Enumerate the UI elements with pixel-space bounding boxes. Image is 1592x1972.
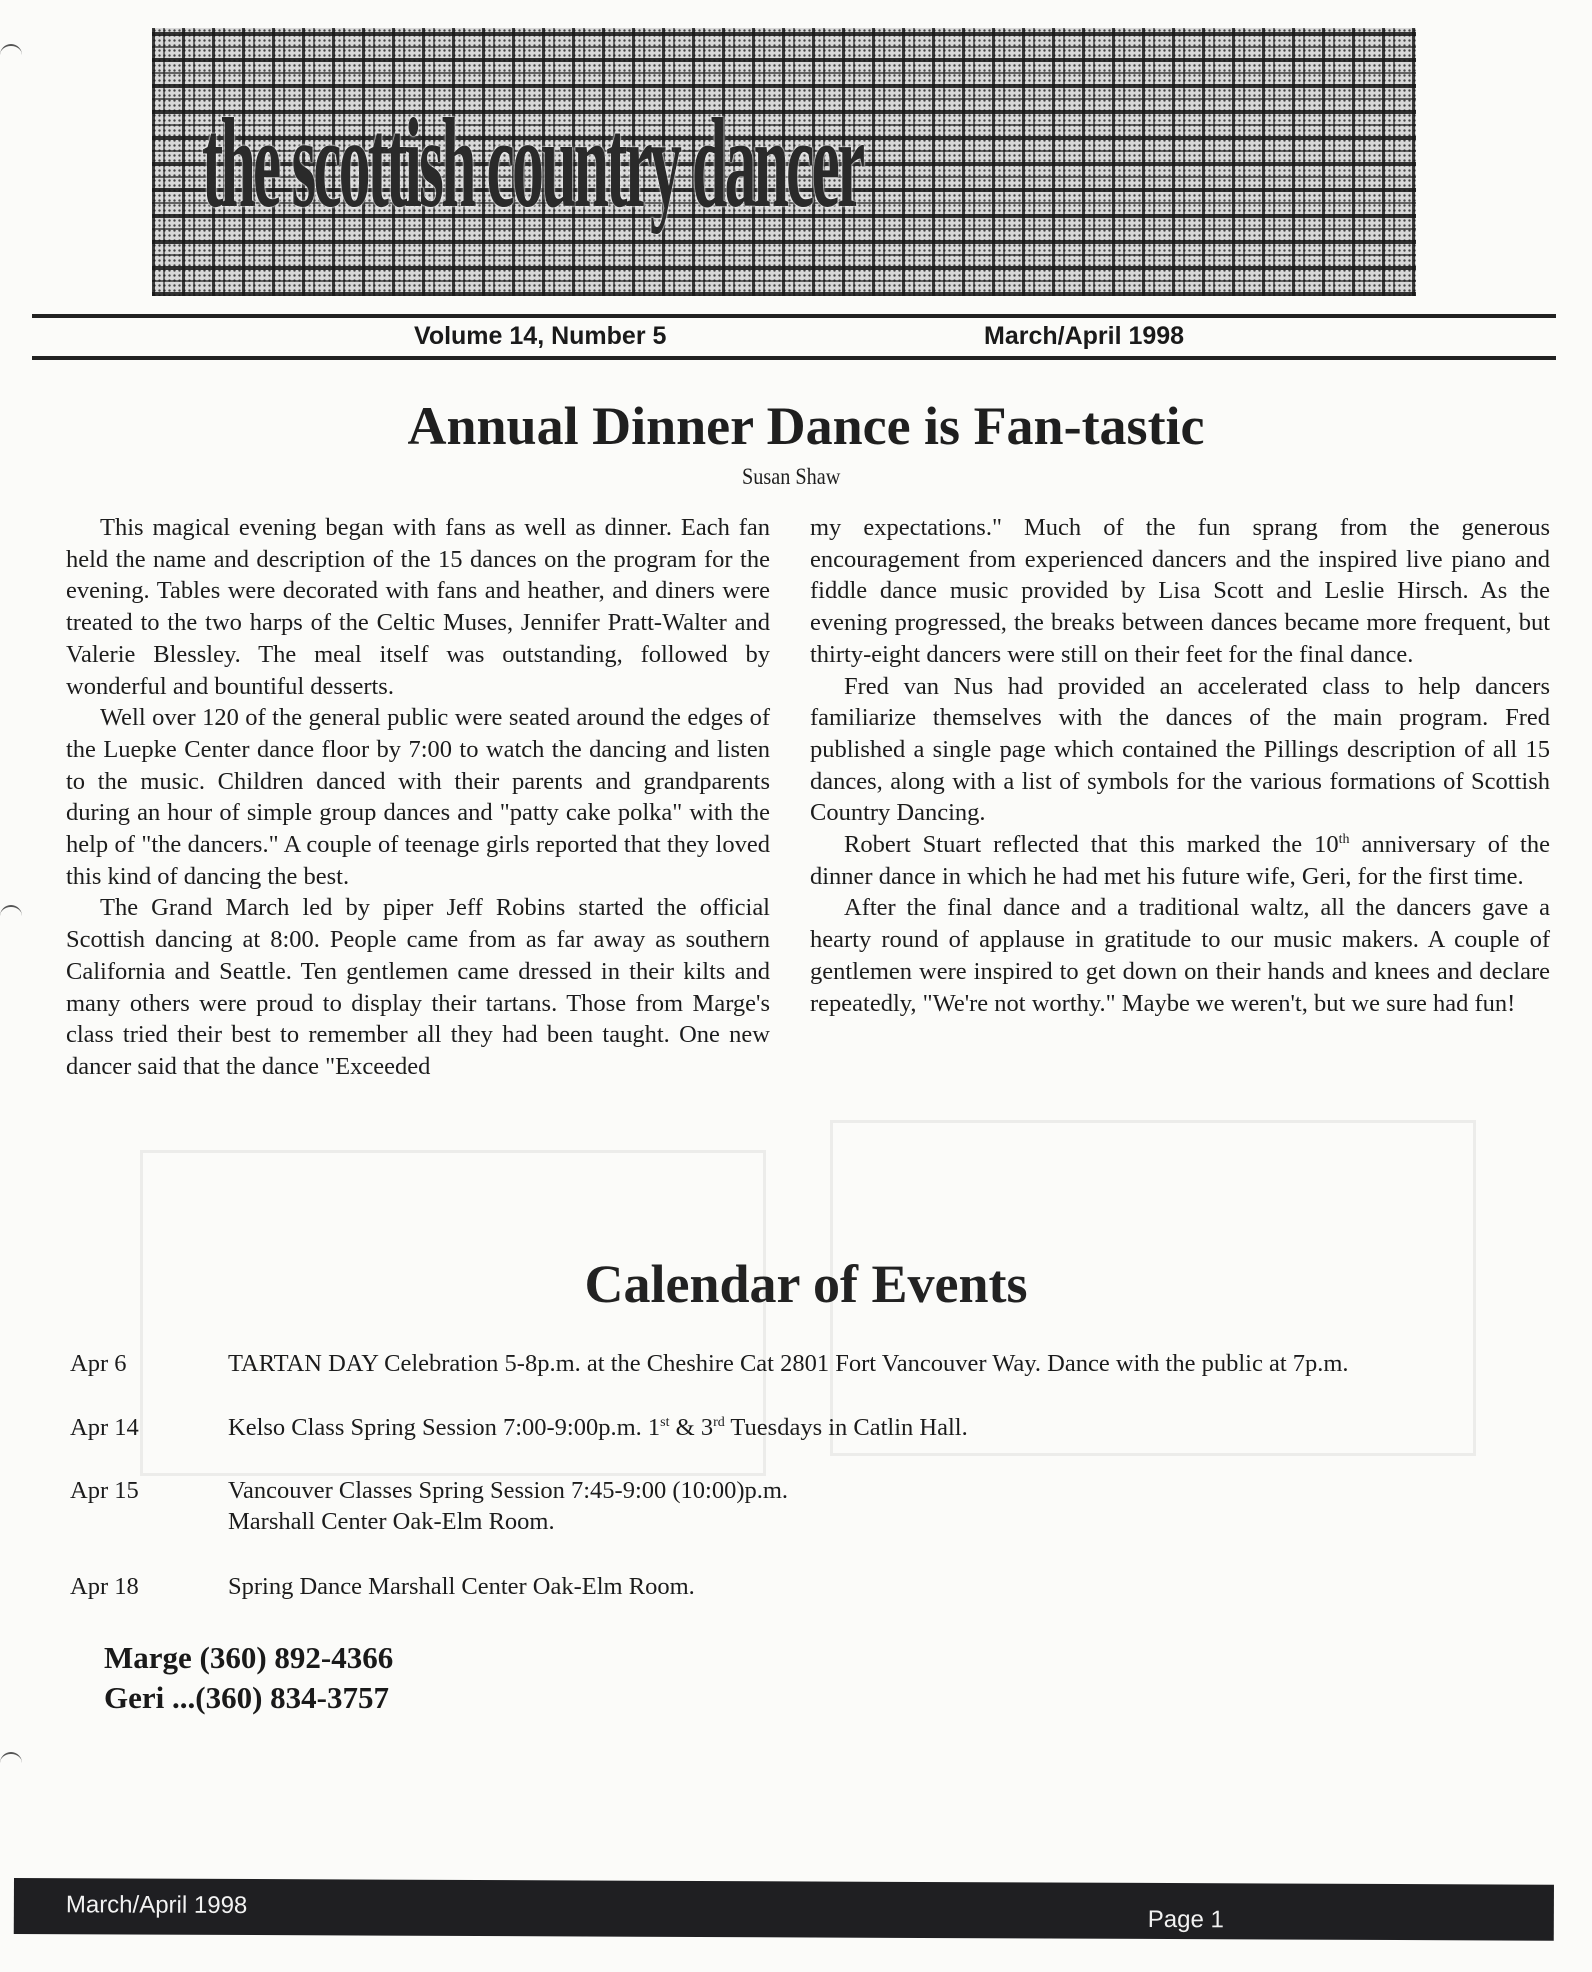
article-paragraph: The Grand March led by piper Jeff Robins started the official Scottish dancing at 8:00. People came from as far away as southern California and Seattle. Ten gentlemen came dressed in their kilts and many others were proud to display their tartans. Those from Marge's class tried their best to remember all they had been taught. One new dancer said that the dance "Exceeded (66, 894, 770, 1080)
event-date: Apr 15 (70, 1477, 139, 1504)
calendar-title: Calendar of Events (584, 1254, 1028, 1314)
text-span: & 3 (669, 1414, 714, 1441)
event-description (228, 1412, 1568, 1443)
ordinal-suffix: st (660, 1414, 670, 1430)
newsletter-title: the scottish country dancer (202, 92, 863, 234)
event-description (228, 1475, 1568, 1537)
ordinal-suffix: th (1338, 831, 1350, 847)
article-paragraph: Fred van Nus had provided an accelerated class to help dancers familiarize themselves with the dances of the main program. Fred published a single page which contained the Pillings description of all 15 dances, along with a list of symbols for the various formations of Scottish Country Dancing. (810, 672, 1550, 827)
article-byline: Susan Shaw (742, 464, 841, 489)
event-description: TARTAN DAY Celebration 5-8p.m. at the Cheshire Cat 2801 Fort Vancouver Way. Dance with the public at 7p.m. (228, 1350, 1349, 1377)
text-span: Tuesdays in Catlin Hall. (724, 1414, 968, 1441)
contact-geri: Geri ...(360) 834-3757 (104, 1680, 389, 1715)
article-paragraph (810, 829, 1550, 892)
text-span: anniversary of the dinner dance in which he had met his future wife, Geri, for the first time. (810, 831, 1550, 890)
event-date: Apr 18 (70, 1573, 139, 1600)
article-paragraph: Well over 120 of the general public were seated around the edges of the Luepke Center dance floor by 7:00 to watch the dancing and listen to the music. Children danced with their parents and grandparents during an hour of simple group dances and "patty cake polka" with the help of "the dancers." A couple of teenage girls reported that they loved this kind of dancing the best. (66, 704, 770, 890)
header-rule-top (32, 314, 1556, 318)
event-date: Apr 6 (70, 1350, 127, 1377)
contact-list (104, 1638, 393, 1718)
scan-margin-mark (0, 44, 22, 68)
article-paragraph: After the final dance and a traditional waltz, all the dancers gave a hearty round of applause in gratitude to our music makers. A couple of gentlemen were inspired to get down on their hands and knees and declare repeatedly, "We're not worthy." Maybe we weren't, but we sure had fun! (810, 894, 1550, 1017)
text-span: Kelso Class Spring Session 7:00-9:00p.m. 1 (228, 1414, 661, 1441)
footer-bar (14, 1878, 1554, 1941)
header-rule-bottom (32, 356, 1556, 360)
issue-volume: Volume 14, Number 5 (414, 322, 667, 350)
contact-marge: Marge (360) 892-4366 (104, 1640, 394, 1675)
article-paragraph: This magical evening began with fans as well as dinner. Each fan held the name and description of the 15 dances on the program for the evening. Tables were decorated with fans and heather, and diners were treated to the two harps of the Celtic Muses, Jennifer Pratt-Walter and Valerie Blessley. The meal itself was outstanding, followed by wonderful and bountiful desserts. (66, 514, 770, 700)
article-column-left (66, 512, 770, 1083)
issue-date: March/April 1998 (984, 322, 1185, 350)
text-span: Robert Stuart reflected that this marked the 10 (844, 831, 1339, 859)
text-span: Vancouver Classes Spring Session 7:45-9:00 (10:00)p.m. (228, 1477, 789, 1504)
scan-margin-mark (0, 1752, 22, 1776)
text-span: Marshall Center Oak-Elm Room. (228, 1508, 555, 1535)
article-paragraph: my expectations." Much of the fun sprang from the generous encouragement from experienced dancers and the inspired live piano and fiddle dance music provided by Lisa Scott and Leslie Hirsch. As the evening progressed, the breaks between dances became more frequent, but thirty-eight dancers were still on their feet for the final dance. (810, 514, 1550, 668)
event-description: Spring Dance Marshall Center Oak-Elm Room. (228, 1573, 695, 1600)
event-date: Apr 14 (70, 1414, 139, 1441)
article-column-right (810, 512, 1550, 1019)
ordinal-suffix: rd (713, 1414, 725, 1430)
article-headline: Annual Dinner Dance is Fan-tastic (407, 396, 1205, 456)
scan-margin-mark (0, 905, 22, 929)
footer-date: March/April 1998 (65, 1891, 248, 1920)
masthead-tartan-banner (152, 28, 1416, 296)
footer-page-number: Page 1 (1147, 1905, 1224, 1934)
